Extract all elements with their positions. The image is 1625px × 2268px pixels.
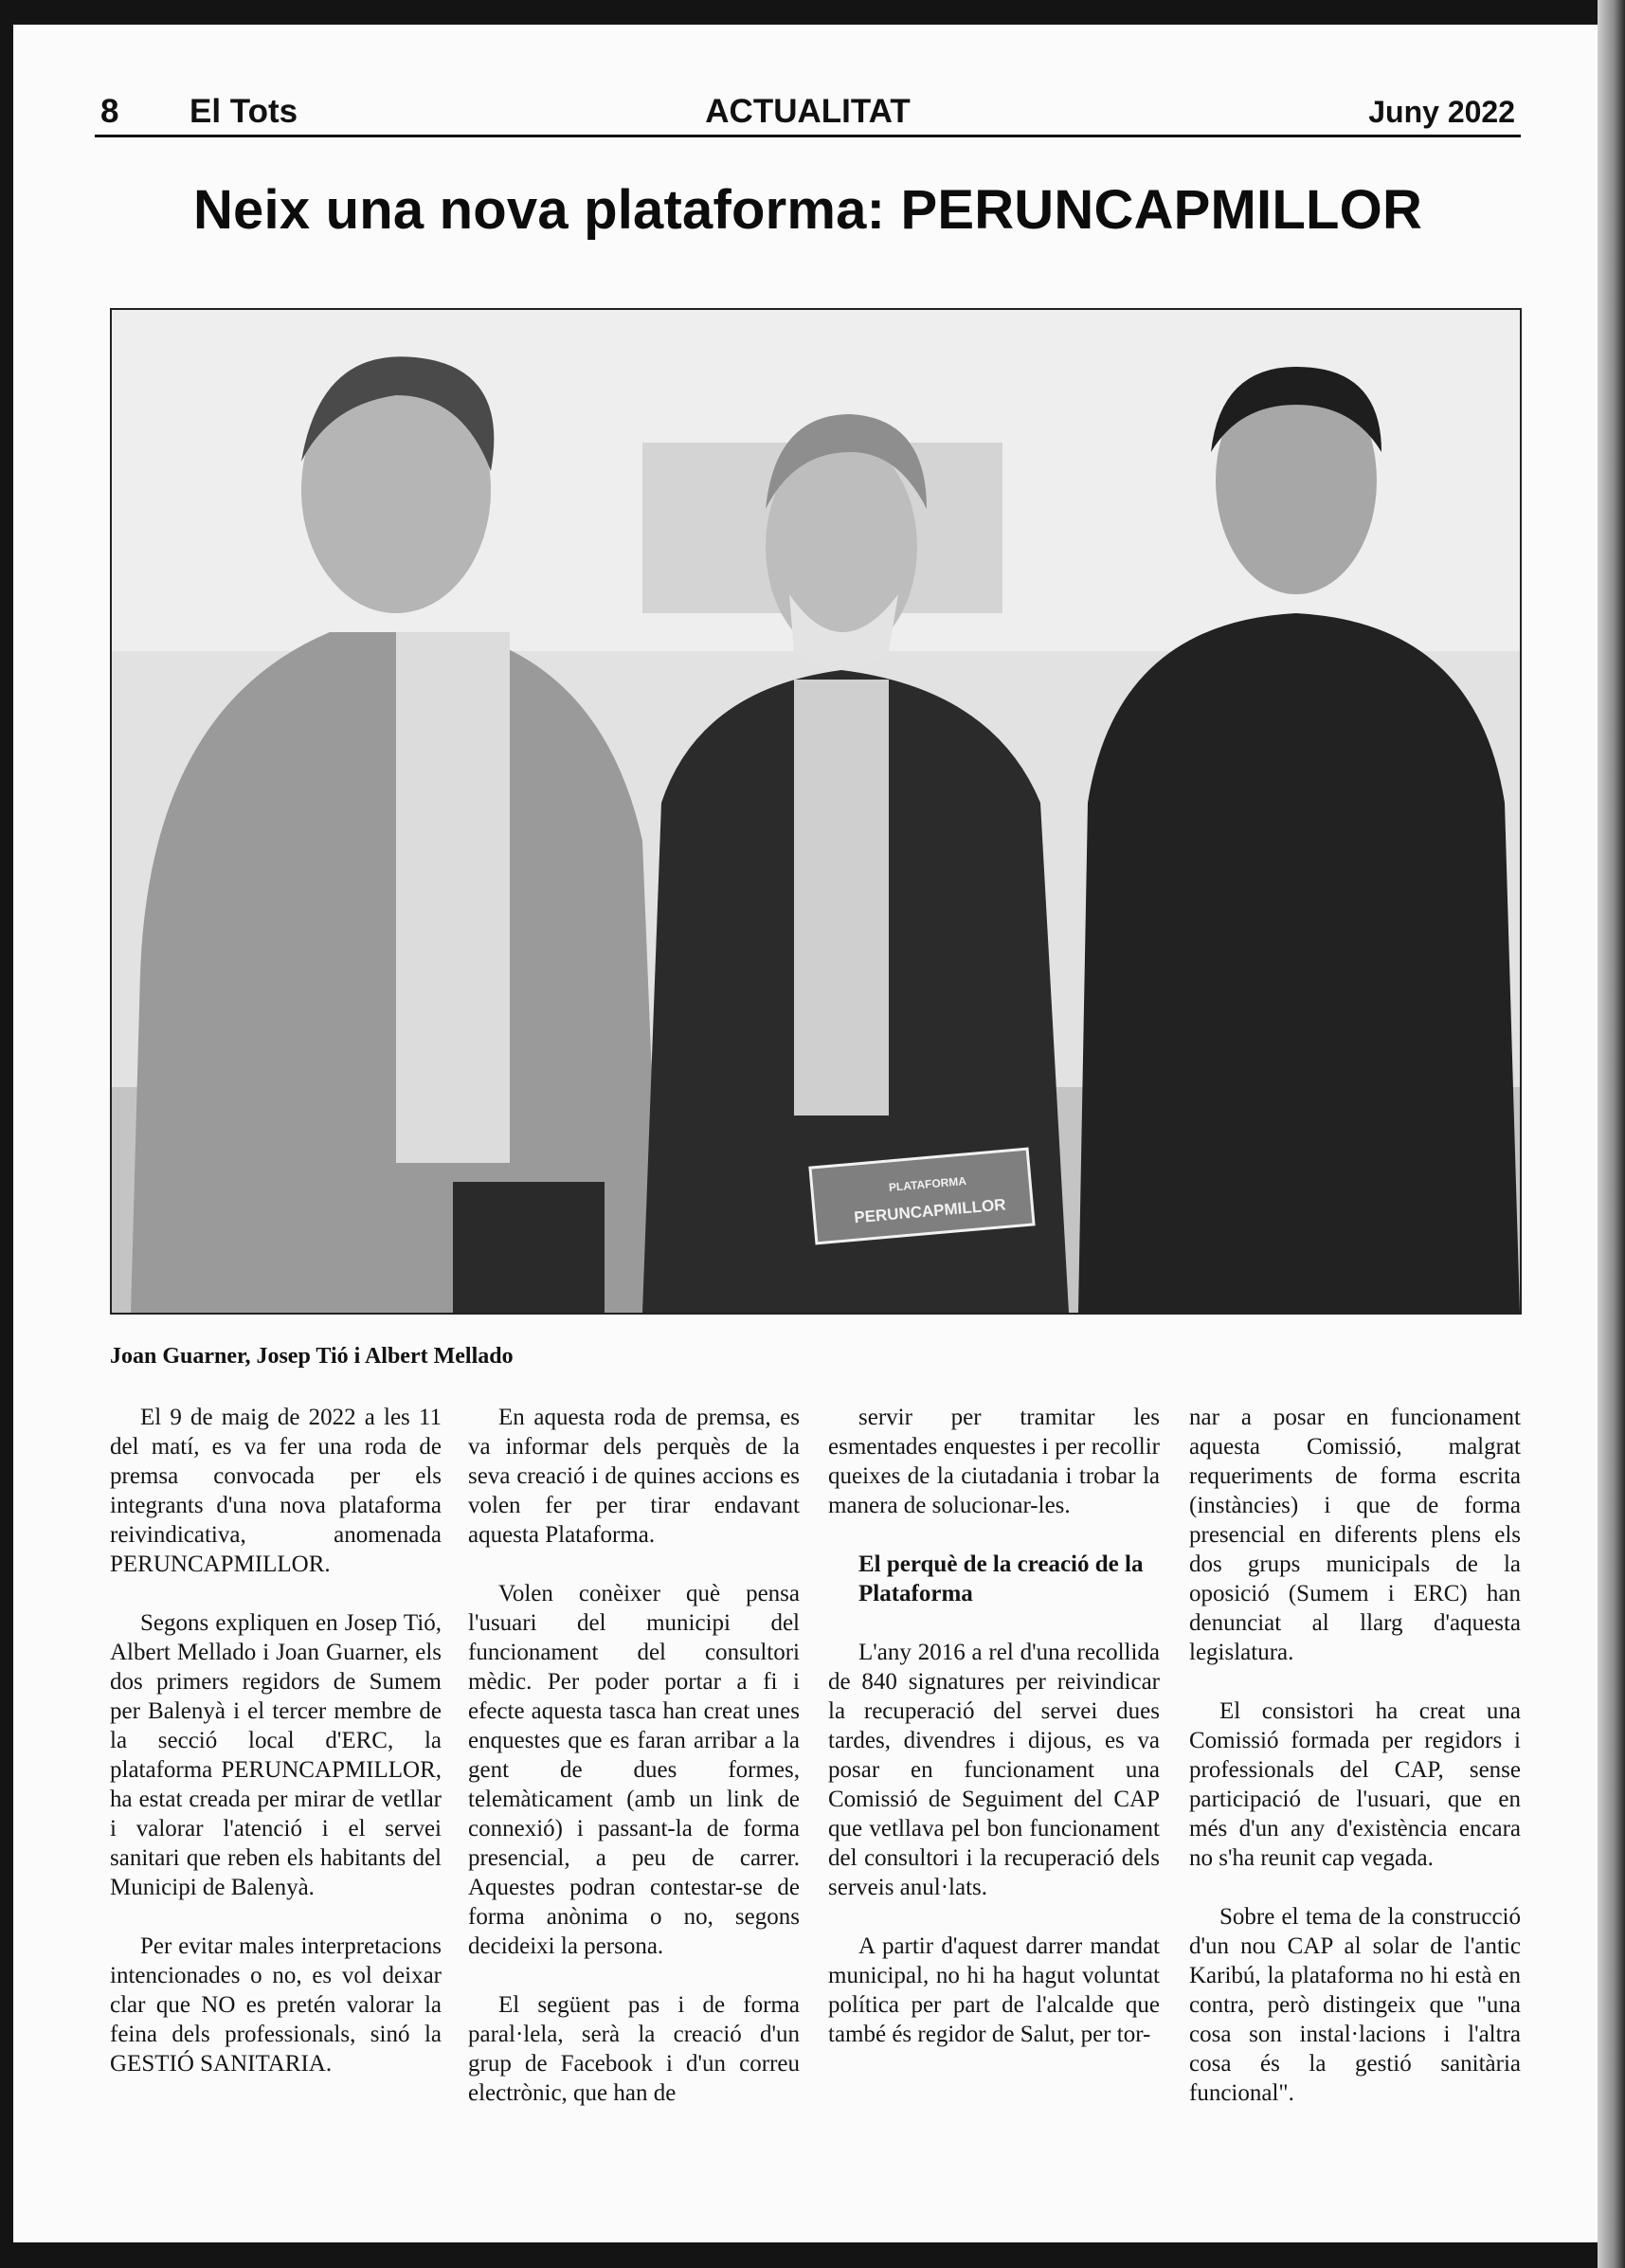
paragraph: A partir d'aquest darrer mandat municipal, no hi ha hagut voluntat política per part de l'alcalde que també és regidor de Salut, per tor- — [828, 1933, 1160, 2047]
paragraph: servir per tramitar les esmentades enquestes i per recollir queixes de la ciutadania i trobar la manera de solucionar-les. — [828, 1405, 1160, 1518]
article-photo — [110, 308, 1522, 1315]
paragraph: L'any 2016 a rel d'una recollida de 840 signatures per reivindicar la recuperació del servei dues tardes, divendres i dijous, es va posar en funcionament una Comissió de Seguiment del CAP que vetllava pel bon funcionament del consultori i la recuperació dels serveis anul·lats. — [828, 1640, 1160, 1900]
sign-line-2: PERUNCAPMILLOR — [853, 1195, 1007, 1227]
paragraph: El 9 de maig de 2022 a les 11 del matí, es va fer una roda de premsa convocada per els integrants d'una nova plataforma reivindicativa, anomenada PERUNCAPMILLOR. — [110, 1405, 442, 1577]
article-column-3 — [828, 1403, 1160, 2078]
page-header — [95, 66, 1521, 137]
photo-illustration — [112, 310, 1520, 1313]
paragraph: El consistori ha creat una Comissió formada per regidors i professionals del CAP, sense participació de l'usuari, que en més d'un any d'existència encara no s'ha reunit cap vegada. — [1189, 1698, 1521, 1871]
sign-line-1: PLATAFORMA — [888, 1173, 967, 1194]
page-number: 8 — [100, 93, 119, 130]
section-name: ACTUALITAT — [705, 93, 911, 130]
paragraph: Sobre el tema de la construcció d'un nou CAP al solar de l'antic Karibú, la plataforma no hi està en contra, però distingeix que "una cosa son instal·lacions i l'altra cosa és la gestió sanitària funcional". — [1189, 1904, 1521, 2106]
paragraph: nar a posar en funcionament aquesta Comissió, malgrat requeriments de forma escrita (instàncies) i que de forma presencial en diferents plens els dos grups municipals de la oposició (Sumem i ERC) han denunciat al llarg d'aquesta legislatura. — [1189, 1405, 1521, 1665]
paragraph: Per evitar males interpretacions intencionades o no, es vol deixar clar que NO es pretén valorar la feina dels professionals, sinó la GESTIÓ SANITARIA. — [110, 1933, 442, 2077]
paragraph: En aquesta roda de premsa, es va informar dels perquès de la seva creació i de quines accions es volen fer per tirar endavant aquesta Plataforma. — [468, 1405, 800, 1548]
paragraph: El següent pas i de forma paral·lela, serà la creació d'un grup de Facebook i d'un correu electrònic, que han de — [468, 1992, 800, 2106]
paragraph: Volen conèixer què pensa l'usuari del municipi del funcionament del consultori mèdic. Per poder portar a fi i efecte aquesta tasca han creat unes enquestes que es faran arribar a la gent de dues formes, telemàticament (amb un link de connexió) i passant-la de forma presencial, a peu de carrer. Aquestes podran contestar-se de forma anònima o no, segons decideixi la persona. — [468, 1581, 800, 1959]
issue-date: Juny 2022 — [1368, 95, 1515, 129]
article-column-2 — [468, 1403, 800, 2137]
article-headline: Neix una nova plataforma: PERUNCAPMILLOR — [192, 179, 1423, 241]
paragraph: Segons expliquen en Josep Tió, Albert Mellado i Joan Guarner, els dos primers regidors de Sumem per Balenyà i el tercer membre de la secció local d'ERC, la plataforma PERUNCAPMILLOR, ha estat creada per mirar de vetllar i valorar l'atenció i el servei sanitari que reben els habitants del Municipi de Balenyà. — [110, 1610, 442, 1900]
article-column-1 — [110, 1403, 442, 2108]
publication-name: El Tots — [190, 93, 298, 130]
subheading: El perquè de la creació de la Plataforma — [858, 1551, 1144, 1606]
page-gutter — [1598, 0, 1625, 2268]
photo-caption: Joan Guarner, Josep Tió i Albert Mellado — [110, 1344, 514, 1369]
article-column-4 — [1189, 1403, 1521, 2137]
